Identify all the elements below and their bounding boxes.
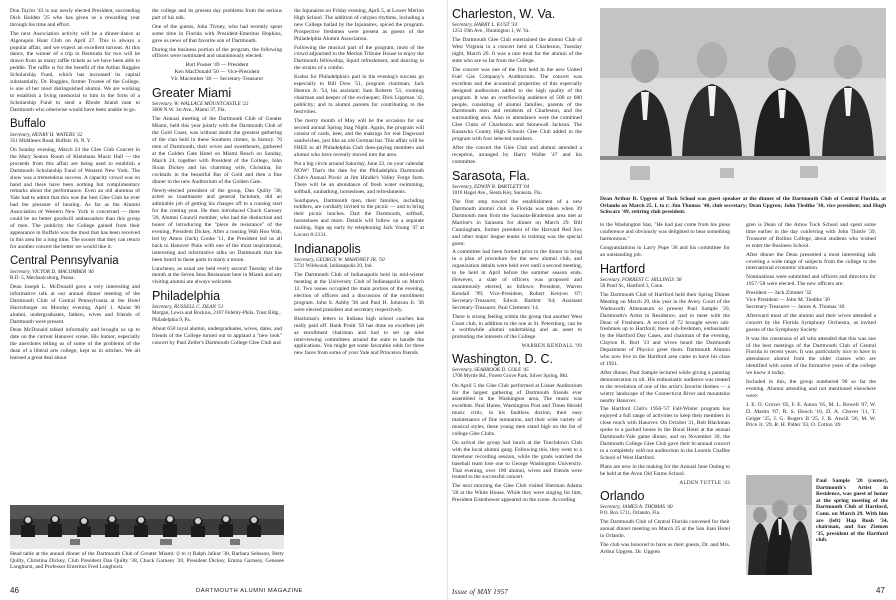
paragraph: On Sunday evening, March 24 the Glee Club Concert in the Mary Seaton Room of Kleinhans Music Hall — the proceeds from this affair are being used to establish a Dartmouth Scholarship Fund of Western New York. The show was a tremendous success. A capacity crowd was on hand and there have been nothing but complimentary remarks about the performance. Even an old alumnus of Yale had to admit that this was the best Glee Club he ever had the pleasure of hearing. As far as the Alumni Association of Western New York is concerned — there could be no better goodwill ambassadors than this group of men. The publicity the College gained from their appearance in Buffalo was the most that has been received in this area for a long time. The sooner that they can return for another concert the better we would like it. [10, 147, 140, 250]
address-line: 1253 19th Ave., Huntington 1, W. Va. [452, 28, 530, 35]
paragraph: During the business portion of the program, the following officers were nominated and unanimously elected: [152, 46, 282, 60]
miami-head-table-photo [10, 505, 284, 549]
paragraph: Southpaws, Dartmouth men, their families, including toddlers, are cordially invited to the picnic — and to bring their picnic lunches. Dart the Dartmouth, softball, horseshoes and more. Details will follow on a separate mailing. Sign up early by telephoning Jack Young '47 at Locust 8-2131. [294, 197, 424, 239]
paragraph: Included in this, the group numbered 90 so far the evening. Alumni attending and not mentioned elsewhere were: [746, 379, 876, 399]
paragraph: Dean Joseph L. McDonald gave a very interesting and informative talk at our annual dinner meeting of the Dartmouth Club of Central Pennsylvania at the Hotel Harrisburger on Monday evening, April 1. About 90 alumni, undergraduates, fathers, wives and friends of Dartmouth were present. [10, 284, 140, 325]
signature: ALDEN TUTTLE '43 [679, 479, 730, 486]
address-line: Morgan, Lewis and Bockius, 2107 Fidelity-Phila. Trust Bldg., Philadelphia 9, Pa. [152, 310, 281, 323]
page-number: 47 [876, 586, 885, 595]
paragraph: gren is Dean of the Amos Tuck School and spent some time earlier in the day conferring with John Thistle '39, Treasurer of Rollins College, about students who wished to enter the Business School. [746, 222, 876, 249]
secretary-line: Secretary, SEABROOK D. COLE '45 [452, 367, 529, 374]
address-line: 1706 Myrtle Rd., Forest Grove Park, Silver Spring, Md. [452, 373, 569, 380]
paragraph: Dean McDonald talked informally and brought us up to date on the current Hanover scene. His humor, especially the anecdotes telling us of some of the problems of the dean of a liberal arts college, kept us in stitches. We all learned a great deal about [10, 327, 140, 362]
secretary-line: Secretary, HARRY L. KUST '34 [452, 22, 517, 28]
section-heading-orlando: Orlando [600, 488, 645, 503]
section-heading-washington: Washington, D. C. [452, 352, 553, 367]
address-line: P.O. Box 5711, Orlando, Fla. [600, 509, 661, 516]
secretary-line: Secretary, W. WALLACE MOUNTCASTLE '22 [152, 101, 249, 108]
paragraph: the Injunaires on Friday evening, April 5, at Lower Merion High School. The addition of calypso rhythms, including a new College ballad by the Injunaires, spiced the program. Prospective freshmen were present as guests of the Philadelphia Alumni Association. [294, 8, 424, 42]
paragraph: The club was honored to have as their guests, Dr. and Mrs. Arthur Upgren. Dr. Upgren [600, 541, 730, 555]
paragraph: The Dartmouth Glee Club entertained the alumni Club of West Virginia in a concert held at Charleston, Tuesday night, March 26. It was a rare treat for the alumni of the state who are so far from the College. [452, 37, 582, 65]
address-line: R.D. 5, Mechanicsburg, Penna. [10, 274, 75, 281]
officer-line: Ken MacDonald '50 — Vice-President [174, 69, 260, 76]
page-number: 46 [10, 586, 19, 595]
paragraph: After dinner the Dean presented a most interesting talk covering a wide range of subjects from the college to the international economic situation. [746, 251, 876, 272]
paragraph: Nominations were submitted and officers and directors for 1957-'58 were elected. The new officers are: [746, 274, 876, 288]
paragraph: The concert was one of the first held in the new United Fuel Gas Company's Auditorium. The concert was excellent and the acoustical properties of this especially designed auditorium added to the high quality of the program. It was an overflowing audience of 500 or 600 people, consisting of alumni families, parents of the Dartmouth men and residents of Charleston, and the surrounding area. Also in attendance were the combined Glee Clubs of Charleston and Stonewall Jackson. The Kanawha County High Schools Glee Club added to the program with four selected numbers. [452, 67, 582, 143]
paragraph: Following the musical part of the program, most of the crowd adjourned to the Merion Tribune House to enjoy the Dartmouth fellowship, liquid refreshment, and dancing to the strains of a combo. [294, 44, 424, 72]
section-heading-philadelphia: Philadelphia [152, 289, 221, 304]
paragraph: Newly-elected president of the group, Dan Quilty '38, acted as toastmaster and general factotum, did an admirable job of getting his charges off to a rousing start for the coming year. He then introduced Chuck Garnsey '20, Alumni Council member, who had the distinction and honor of introducing the "piece de resistance" of the evening, President Dickey. After a rousing Wah Hoo Wah, led by Amos (Jack) Cooke '11, the President led us all back to Hanover Plain with one of the most inspirational, interesting and informative talks on Dartmouth that has been heard in these parts in many a moon. [152, 187, 282, 263]
running-footer: DARTMOUTH ALUMNI MAGAZINE [196, 588, 304, 594]
paragraph: The Hartford Club's 1956-'57 Fall-Winter program has enjoyed a full range of activities to keep their members in close touch with Hanover. On October 31, Bob Blackman spoke to a packed house in the Bond Hotel at the annual Dartmouth-Yale game dinner, and on November 30, the Dartmouth College Glee Club gave their bi-annual concert to a completely sold out auditorium in the Loomis Chaffee School of West Hartford. [600, 406, 730, 461]
paragraph: The merry month of May will be the occasion for our second annual Spring Stag Night. Again, the program will consist of cards, beer, and the makings for real Dagwood sandwiches, just like an old German bar. This affair will be FREE to all Philadelphia Club dues-paying members and alumni who have recently moved into the area. [294, 117, 424, 159]
secretary-line: Secretary, FORREST C. HILLINGS '38 [600, 276, 682, 283]
secretary-line: Secretary, HENRY H. WATERS '32 [10, 131, 83, 138]
secretary-line: Secretary, VICTOR D. MACOMBER '46 [10, 268, 94, 275]
paragraph: Plans are now in the making for the Annual June Outing to be held at the Avon Old Farms School. [600, 463, 730, 477]
secretary-line: Secretary, EDWIN R. BARTLETT '04 [452, 183, 530, 190]
paragraph: to the Washington Star, "He had just come from his press conference and obviously was delighted to hear something harmonious." [600, 222, 730, 242]
paragraph: A committee had been formed prior to the dinner to bring in a plan of procedure for the new alumni club, and organization details were held over until a second meeting, to be held in April before the summer season ends. However, a slate of officers was proposed and unanimously elected, as follows: President, Warren Kendall '99; Vice-President, Robert Kenyon '07; Secretary-Treasurer, Edwin Bartlett '04; Assistant Secretary-Treasurer, Paul Clements '14. [452, 249, 582, 311]
section-heading-indianapolis: Indianapolis [294, 242, 361, 256]
paragraph: The Annual meeting of the Dartmouth Club of Greater Miami, held this year jointly with the Dartmouth Club of the Gold Coast, was without doubt the greatest gathering of the clan held in these Southern climes, in history. 76 men of Dartmouth, their wives and sweethearts, gathered at the Golden Gate Hotel on Miami Beach on Sunday, March 24, together with President of the College, John Sloan Dickey and his charming wife, Christina, for cocktails in the beautiful Bar of Gold and then a fine dinner in the new Auditorium of the Golden Gate. [152, 116, 282, 185]
paragraph: The Dartmouth Club of Central Florida convened for their annual dinner meeting on March 25 at the San Juan Hotel in Orlando. [600, 518, 730, 539]
paragraph: The Dartmouth Club of Hartford held their Spring Dinner Meeting on March 29, this year in the Avery Court of the Wadsworth Athenaeum to present Paul Sample '20, Dartmouth's Artist in Residence, and to meet with the Dean of Freshmen. A record of 72 brought seven sub-freshmen up to Hartford; these sub-freshmen, enthusiastic by the Hartford Day Cases, and chairman of the evening, Clayton R. Burt '13 and wives heard the Dartmouth Department of Physics greet them. Dartmouth Alumni who now live in the Hartford area came to have his class of 1921. [600, 291, 730, 367]
paragraph: On April 5 the Glee Club performed at Lisner Auditorium for the largest gathering of Dartmouth friends ever assembled in the Washington area. The music was excellent. Paul Hume, Washington Post and Times Herald music critic, in his faultless diction, their easy maintenance of fine intonation, and their wide variety of musical styles, these young men stand high on the list of college Glee Clubs. [452, 382, 582, 437]
secretary-line: Secretary, JAMES A. THOMAS '40 [600, 503, 673, 510]
paragraph: J. E. O. Grover '05, F. E. Auton '05, M. L. Bowell '07, W. D. Martin '07, R. S. Hooch '10, D. A. Chover '11, T. Geiger '25, J. G. Rogers II '25, J. R. Atwill '26, M. W. Price Jr. '29, R. H. Palter '33, O. Cotton '49 [746, 401, 876, 429]
officer-line: Secretary-Treasurer — James A. Thomas '40 [746, 303, 845, 310]
secretary-line: Secretary, GEORGE W. MAHONEY JR. '50 [294, 257, 385, 263]
column-4 [452, 8, 582, 578]
hartford-sample-photo [746, 475, 812, 575]
paragraph: The next morning the Glee Club visited Sherman Adams '20 at the White House. While they were singing for him, President Eisenhower appeared on the scene. According [452, 483, 582, 504]
paragraph: It was the consensus of all who attended that this was one of the best meetings of the Dartmouth Club of Central Florida in recent years. It was particularly nice to have in attendance alumni from the older classes who are identified with some of the formative years of the college we know it today. [746, 335, 876, 377]
officer-line: President — Jack Zimmer '32 [746, 290, 812, 297]
signature: WARREN KENDALL '99 [521, 343, 582, 350]
secretary-line: Secretary, RUSSELL C. DEAN '51 [152, 304, 224, 311]
issue-date [452, 588, 508, 596]
paragraph: On arrival the group had lunch at the Touchdown Club with the local alumni gang. Following this, they went to a threehour recording session, while the grads watched the baseball team lose one to George Washington University. That evening, over 100 alumni, wives and friends were treated to the successful concert. [452, 439, 582, 481]
section-heading-charleston: Charleston, W. Va. [452, 8, 556, 21]
section-heading-hartford: Hartford [600, 261, 646, 276]
address-line: 5731 Wildwood, Indianapolis 20, Ind. [294, 263, 373, 270]
address-line: 1016 Hagel Ave., Siesta Key, Sarasota, Fla. [452, 189, 542, 196]
paragraph: Luncheon, as usual are held every second Tuesday of the month at the Seven Seas Restaurant here in Miami and any visiting alumni are always welcome. [152, 265, 282, 286]
column-5 [600, 222, 730, 572]
paragraph: The first step toward the establishment of a new Dartmouth alumni club in Florida was taken when 39 Dartmouth men from the Sarasota-Bradenton area met at Martine's in Sarasota for dinner on March 29. Bill Cunningham, former president of the Harvard Red Sox and other major league teams in training was the special guest. [452, 199, 582, 247]
paragraph: One of the guests, John Tivney, who had recently spent some time in Florida with President-Emeritus Hopkins, gave us news of that favorite son of Dartmouth. [152, 23, 282, 44]
paragraph: The next Association activity will be a dinner-dance at Algonquin Hunt Club on April 27. This is always a popular affair, and we expect an excellent turnout. At this dance, the winner of a trip to Bermuda for two will be drawn from as many raffle tickets as we have been able to peddle. The raffle is for the benefit of the Arthur Ruggles Scholarship Fund, which has increased its capital substantially. Dr. Ruggles, former Trustee of the College, is one of her most distinguished alumni. We are working to establish a living memorial to him in the form of a Scholarship Fund to send a Rhode Island man to Dartmouth who otherwise would have been unable to go. [10, 30, 140, 113]
paragraph: After dinner, Paul Sample lectured while giving a painting demonstration in oil. His enthusiastic audience was treated to the revelation of one of the artist's favorite themes — a wintry landscape of the Connecticut River and mountains nearby Hanover. [600, 369, 730, 404]
photo-caption: Dean Arthur R. Upgren of Tuck School was guest speaker at the dinner of the Dartmouth Club of Central Florida, at Orlando on March 25. L to r: Jim Thomas '40, club secretary; Dean Upgren; John Tiedtke '30, vice president; and Hugh Schwarz '49, retiring club president. [600, 196, 886, 216]
paragraph: There is strong feeling within the group that another West Coast club, in addition to the one at St. Petersburg, can be a worthwhile alumni undertaking and an asset to promoting the interests of the College. [452, 313, 582, 341]
officer-line: Burt Posner '49 — President [185, 62, 249, 69]
section-heading-greater-miami: Greater Miami [152, 86, 232, 101]
officer-line: Vice President — John M. Tiedtke '30 [746, 297, 830, 304]
paragraph: About 650 loyal alumni, undergraduates, wives, dates, and friends of the College turned out to applaud a "new look" concert by Paul Zeller's Dartmouth College Glee Club and [152, 325, 282, 346]
column-3 [294, 8, 424, 578]
address-line: 351 Middlesex Road, Buffalo 16, N. Y. [10, 137, 92, 144]
address-line: 3600 N.W. 1st Ave., Miami 37, Fla. [152, 107, 226, 114]
paragraph: the college and its present day problems from the serious part of his talk. [152, 8, 282, 21]
paragraph: Don Taylor '43 is our newly elected President, succeeding Dick Holden '25 who has given us a rewarding year through his time and effort. [10, 8, 140, 28]
address-line: 58 Pearl St., Hartford 3, Conn. [600, 282, 664, 289]
paragraph: Kudos for Philadelphia's part in the evening's success go especially to Bill Dow '51, program chairman; Jack Henton Jr. '54, his assistant; Sam Roberts '51, rooming chairman and keeper of the exchequer; Dick Lippman '42, publicity; and to alumni parents for contributing to the festivities. [294, 74, 424, 115]
paragraph: Put a big circle around Saturday, June 22, on your calendar NOW! That's the date for the Philadelphia Dartmouth Club's Annual Picnic at Jim Hindle's Valley Forge farm. There will be an abundance of fresh water swimming, softball, sunbathing, horseshoes, and refreshments. [294, 161, 424, 195]
column-2 [152, 8, 282, 498]
column-1 [10, 8, 140, 498]
section-heading-sarasota: Sarasota, Fla. [452, 168, 530, 183]
photo-caption: Head table at the annual dinner of the Dartmouth Club of Greater Miami: (l to r) Ralph Jalkut '38, Barbara Sehsson, Betty Quilty, Christina Dickey, Club President Dan Quilty '38, Chuck Garnsey '20, President Dickey, Emma Garnsey, Genesee Longhurst, and Professor Emeritus Fred Longhurst. [10, 551, 284, 571]
paragraph: Congratulations to Larry Pope '38 and his committee for an outstanding job. [600, 244, 730, 258]
section-heading-buffalo: Buffalo [10, 117, 46, 130]
column-6 [746, 222, 876, 470]
paragraph: Afterward most of the alumni and their wives attended a concert by the Florida Symphony Orchestra, as invited guests of the Symphony Society. [746, 312, 876, 333]
photo-caption: Paul Sample '20 (center), Dartmouth's Artist in Residence, was guest of honor at the spring meeting of the Dartmouth Club of Hartford, Conn. on March 29. With him are (left) Hap Bush '34, chairman, and Sax Ziemen '35, president of the Hartford club. [816, 478, 888, 544]
orlando-dinner-photo [600, 8, 886, 193]
section-heading-central-pennsylvania: Central Pennsylvania [10, 254, 119, 267]
paragraph: Blackman's letters to Indiana high school coaches has really paid off. Hank Pruitt '59 has done an excellent job as enrollment chairman and had to set up nine interviewing committees around the state to handle the applications. You might get some favorable odds for three new faces from some of your Yale and Princeton friends. [294, 315, 424, 357]
issue-label: Issue of MAY 1957 [452, 588, 509, 596]
officer-line: Vic Macomber '46 — Secretary-Treasurer [170, 76, 264, 83]
right-page [448, 0, 896, 600]
paragraph: After the concert the Glee Club and alumni attended a reception, arranged by Harry Waller '47 and his committee. [452, 145, 582, 165]
paragraph: The Dartmouth Club of Indianapolis held its mid-winter meeting at the University Club of Indianapolis on March 12. Two issues occupied the main portion of the evening, election of officers and a discussion of the enrollment program. John S. Ashby '36 and Paul H. Johnson Jr. '36 were elected president and secretary respectively. [294, 272, 424, 313]
